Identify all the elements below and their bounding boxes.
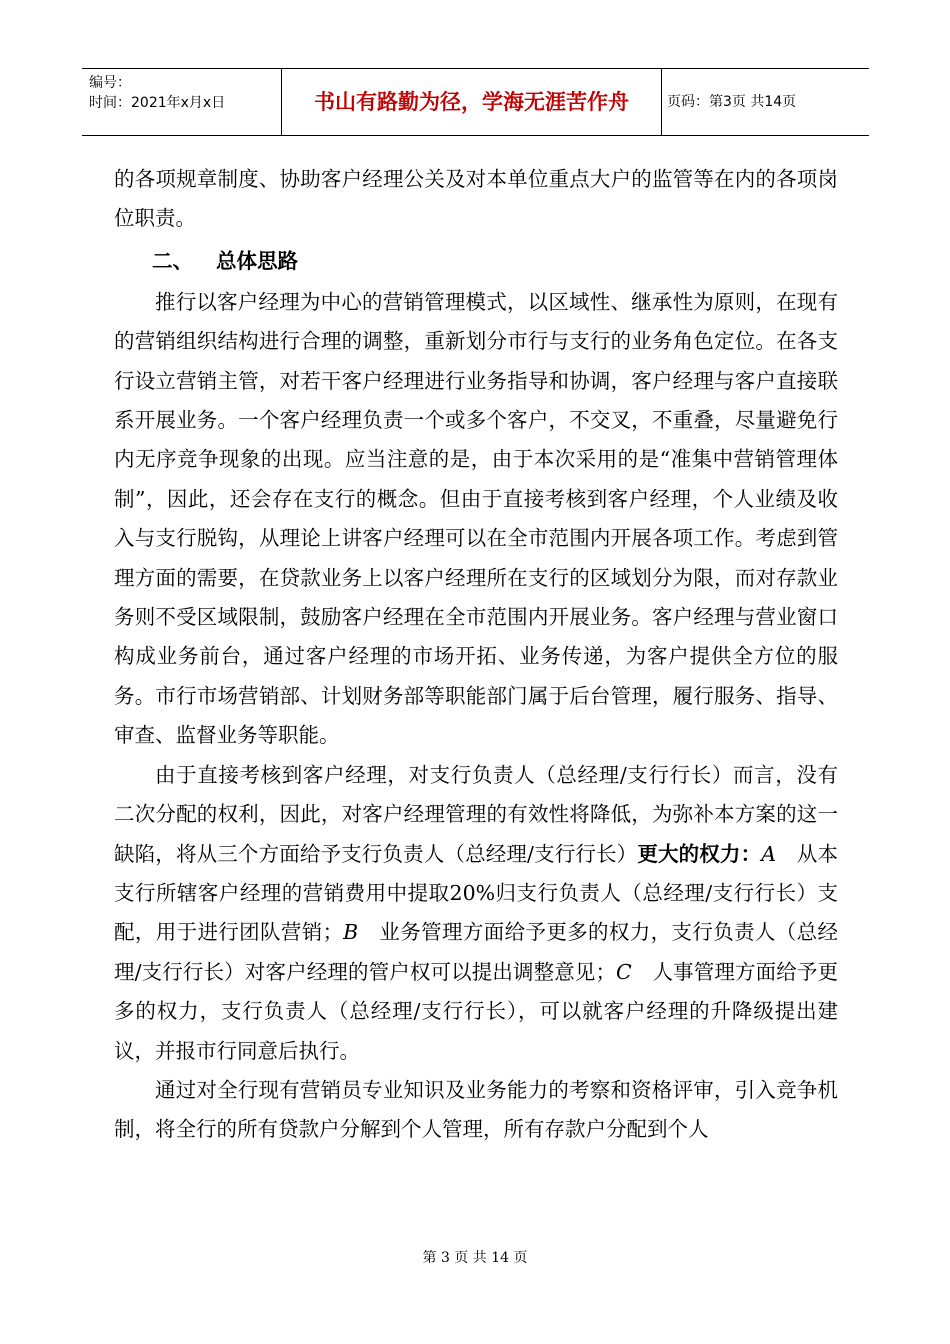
document-body — [114, 160, 838, 1150]
paragraph-overall-approach: 推行以客户经理为中心的营销管理模式，以区域性、继承性为原则，在现有的营销组织结构进行合理的调整，重新划分市行与支行的业务角色定位。在各支行设立营销主管，对若干客户经理进行业务指导和协调，客户经理与客户直接联系开展业务。一个客户经理负责一个或多个客户，不交叉，不重叠，尽量避免行内无序竞争现象的出现。应当注意的是，由于本次采用的是“准集中营销管理体制”，因此，还会存在支行的概念。但由于直接考核到客户经理，个人业绩及收入与支行脱钩，从理论上讲客户经理可以在全市范围内开展各项工作。考虑到管理方面的需要，在贷款业务上以客户经理所在支行的区域划分为限，而对存款业务则不受区域限制，鼓励客户经理在全市范围内开展业务。客户经理与营业窗口构成业务前台，通过客户经理的市场开拓、业务传递，为客户提供全方位的服务。市行市场营销部、计划财务部等职能部门属于后台管理，履行服务、指导、审查、监督业务等职能。 — [114, 289, 838, 748]
header-table — [82, 68, 869, 136]
section-title: 总体思路 — [216, 248, 298, 273]
header-motto: 书山有路勤为径，学海无涯苦作舟 — [282, 69, 662, 135]
document-number-label: 编号： — [89, 75, 131, 91]
header-meta-cell — [82, 69, 282, 135]
item-b-text: 业务管理方面给予更多的权力，支行负责人（总经理/支行行长）对客户经理的管户权可以提出调整意见； — [114, 920, 839, 984]
document-date: 时间：2021年x月x日 — [89, 95, 226, 111]
item-letter-b: B — [343, 920, 359, 945]
item-a-text: 从本支行所辖客户经理的营销费用中提取20%归支行负责人（总经理/支行行长）支配，用于进行团队营销； — [114, 841, 838, 945]
section-heading — [114, 239, 838, 283]
item-c-text: 人事管理方面给予更多的权力，支行负责人（总经理/支行行长），可以就客户经理的升降级提出建议，并报市行同意后执行。 — [114, 959, 838, 1063]
continuation-paragraph: 的各项规章制度、协助客户经理公关及对本单位重点大户的监管等在内的各项岗位职责。 — [114, 167, 838, 231]
paragraph-competition: 通过对全行现有营销员专业知识及业务能力的考察和资格评审，引入竞争机制，将全行的所有贷款户分解到个人管理，所有存款户分配到个人 — [114, 1077, 838, 1142]
authority-bold-phrase: 更大的权力： — [637, 841, 762, 866]
authority-intro: 由于直接考核到客户经理，对支行负责人（总经理/支行行长）而言，没有二次分配的权利，因此，对客户经理管理的有效性将降低，为弥补本方案的这一缺陷，将从三个方面给予支行负责人（总经理/支行行长） — [114, 762, 838, 866]
section-number: 二、 — [152, 248, 193, 273]
item-letter-a: A — [761, 841, 777, 866]
header-page-info: 页码：第3页 共14页 — [667, 94, 797, 110]
paragraph-branch-authority — [114, 756, 838, 1071]
page-footer: 第 3 页 共 14 页 — [422, 1250, 528, 1266]
item-letter-c: C — [616, 959, 632, 984]
